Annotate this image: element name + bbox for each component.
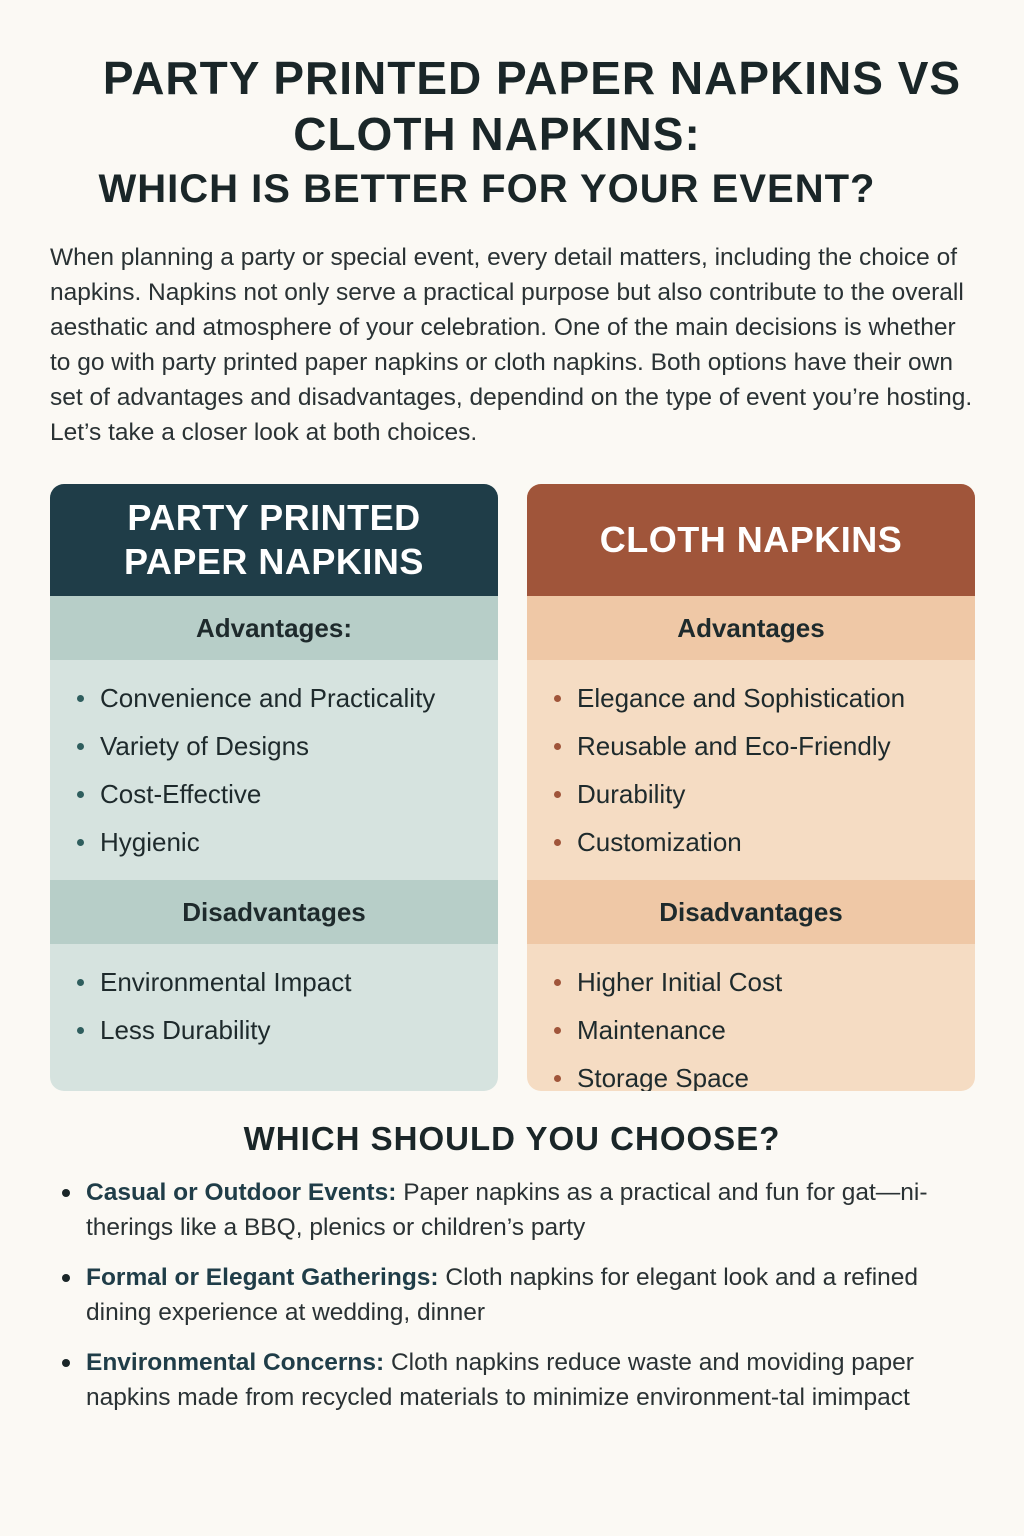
choose-item-lead: Casual or Outdoor Events: bbox=[86, 1179, 397, 1206]
cloth-advantages-heading: Advantages bbox=[527, 596, 975, 660]
choose-section-title: WHICH SHOULD YOU CHOOSE? bbox=[243, 1120, 781, 1157]
intro-paragraph: When planning a party or special event, every detail matters, including the choice of napkins. Napkins not only serve a practical purpose but also contribute to the overall aesthatic and atmosphere of your celebration. One of the main decisions is whether to go with party printed paper napkins or cloth napkins. Both options have their own set of advantages and disadvantages, dependind on the type of event you’re hosting. Let’s take a closer look at both choices. bbox=[50, 244, 973, 446]
cloth-disadvantages-list bbox=[527, 944, 975, 1091]
cloth-card-heading bbox=[527, 484, 975, 596]
bullet-icon bbox=[77, 1027, 84, 1034]
paper-napkins-card bbox=[50, 484, 498, 1091]
bullet-icon bbox=[62, 1189, 70, 1197]
list-item bbox=[62, 1175, 982, 1245]
page-title bbox=[0, 50, 1024, 216]
bullet-icon bbox=[554, 695, 561, 702]
list-item-text: Durability bbox=[577, 779, 686, 809]
list-item bbox=[577, 1054, 975, 1091]
list-item-text: Storage Space bbox=[577, 1063, 750, 1091]
paper-heading-line-2: PAPER NAPKINS bbox=[124, 541, 424, 582]
cloth-heading-text: CLOTH NAPKINS bbox=[599, 519, 903, 560]
list-item-text: Reusable and Eco-Friendly bbox=[577, 731, 891, 761]
bullet-icon bbox=[554, 1027, 561, 1034]
title-line-1: PARTY PRINTED PAPER NAPKINS VS bbox=[102, 52, 962, 104]
bullet-icon bbox=[62, 1274, 70, 1282]
list-item bbox=[62, 1345, 982, 1415]
list-item-text: Cost-Effective bbox=[100, 779, 262, 809]
bullet-icon bbox=[77, 839, 84, 846]
list-item bbox=[577, 674, 975, 722]
choose-item-text: Cloth napkins reduce waste and moviding paper napkins made from recycled materials to minimize environment-tal imimpact bbox=[86, 1349, 914, 1411]
bullet-icon bbox=[77, 743, 84, 750]
title-line-2: CLOTH NAPKINS: bbox=[293, 108, 701, 160]
bullet-icon bbox=[77, 979, 84, 986]
list-item-text: Convenience and Practicality bbox=[100, 683, 436, 713]
paper-heading-line-1: PARTY PRINTED bbox=[127, 497, 421, 538]
bullet-icon bbox=[62, 1359, 70, 1367]
bullet-icon bbox=[77, 695, 84, 702]
list-item-text: Variety of Designs bbox=[100, 731, 310, 761]
choose-item-text: Paper napkins as a practical and fun for gat—ni-therings like a BBQ, plenics or children’s party bbox=[86, 1179, 928, 1241]
cloth-advantages-list bbox=[527, 660, 975, 880]
list-item bbox=[100, 818, 498, 866]
paper-advantages-heading: Advantages: bbox=[50, 596, 498, 660]
list-item bbox=[100, 1006, 498, 1054]
list-item bbox=[100, 770, 498, 818]
list-item bbox=[577, 722, 975, 770]
paper-advantages-list bbox=[50, 660, 498, 880]
list-item-text: Hygienic bbox=[100, 827, 200, 857]
choose-item-text: Cloth napkins for elegant look and a refined dining experience at wedding, dinner bbox=[86, 1264, 919, 1326]
list-item-text: Environmental Impact bbox=[100, 967, 352, 997]
choose-item-lead: Environmental Concerns: bbox=[86, 1349, 385, 1376]
list-item bbox=[577, 958, 975, 1006]
bullet-icon bbox=[554, 791, 561, 798]
bullet-icon bbox=[554, 979, 561, 986]
paper-disadvantages-heading: Disadvantages bbox=[50, 880, 498, 944]
choose-list bbox=[62, 1175, 982, 1430]
bullet-icon bbox=[554, 1075, 561, 1082]
list-item-text: Higher Initial Cost bbox=[577, 967, 783, 997]
list-item bbox=[100, 958, 498, 1006]
list-item-text: Less Durability bbox=[100, 1015, 271, 1045]
list-item bbox=[100, 674, 498, 722]
list-item-text: Customization bbox=[577, 827, 742, 857]
bullet-icon bbox=[554, 743, 561, 750]
list-item-text: Maintenance bbox=[577, 1015, 726, 1045]
cloth-napkins-card bbox=[527, 484, 975, 1091]
bullet-icon bbox=[554, 839, 561, 846]
choose-item-lead: Formal or Elegant Gatherings: bbox=[86, 1264, 439, 1291]
paper-disadvantages-list bbox=[50, 944, 498, 1068]
bullet-icon bbox=[77, 791, 84, 798]
cloth-disadvantages-heading: Disadvantages bbox=[527, 880, 975, 944]
paper-card-heading bbox=[50, 484, 498, 596]
list-item bbox=[577, 770, 975, 818]
list-item bbox=[577, 1006, 975, 1054]
list-item bbox=[100, 722, 498, 770]
title-line-3: WHICH IS BETTER FOR YOUR EVENT? bbox=[98, 167, 876, 211]
list-item bbox=[62, 1260, 982, 1330]
list-item bbox=[577, 818, 975, 866]
list-item-text: Elegance and Sophistication bbox=[577, 683, 906, 713]
